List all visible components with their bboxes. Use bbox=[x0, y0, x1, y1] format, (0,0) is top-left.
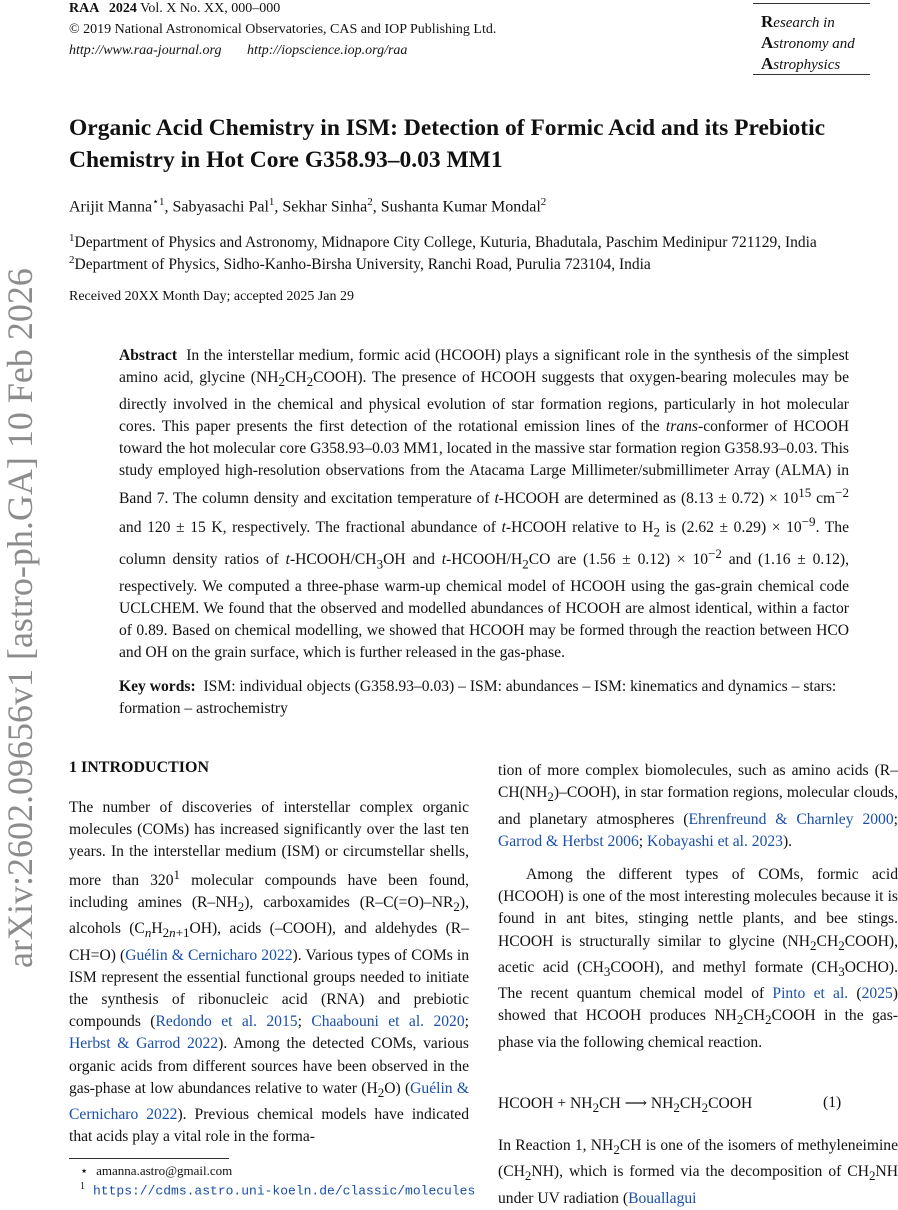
journal-year: 2024 bbox=[108, 1, 137, 16]
abstract: Abstract In the interstellar medium, formic acid (HCOOH) plays a significant role in the synthesis of the simplest amino acid, glycine $(NH_2CH_2COOH)$. The presence of HCOOH suggests that oxygen-bearing molecules may be directly involved in the chemical and physical evolution of star formation regions, particularly in hot molecular cores. This paper presents the first detection of the rotational emission lines of the trans-conformer of HCOOH toward the hot molecular core G358.93–0.03 MM1, located in the massive star formation region G358.93–0.03. This study employed high-resolution observations from the Atacama Large Millimeter/submillimeter Array (ALMA) in Band 7. The column density and excitation temperature of t-HCOOH are determined as $(8.13 \pm 0.72) \times 10^{15}$ $cm^{-2}$ and 120 ± 15 K, respectively. The fractional abundance of t-HCOOH relative to $H_2$ is $(2.62 \pm 0.29) \times 10^{-9}$. The column density ratios of $t-HCOOH/CH_3OH$ and $t-HCOOH/H_2CO$ are $(1.56 \pm 0.12) \times 10^{-2}$ and (1.16 ± 0.12), respectively. We computed a three-phase warm-up chemical model of HCOOH using the gas-grain chemical code UCLCHEM. We found that the observed and modelled abundances of HCOOH are almost identical, within a factor of 0.89. Based on chemical modelling, we showed that HCOOH may be formed through the reaction between HCO and OH on the grain surface, which is further released in the gas-phase. bbox=[119, 347, 850, 662]
footnote-email: ⋆ amanna.astro@gmail.com bbox=[80, 1163, 233, 1178]
citation-garrod[interactable]: Garrod & Herbst 2006 bbox=[498, 832, 639, 850]
footnote-rule bbox=[69, 1158, 229, 1159]
keywords-text: ISM: individual objects (G358.93–0.03) – ISM: abundances – ISM: kinematics and dynamics – stars: formation – astrochemistry bbox=[119, 678, 837, 717]
received-date: Received 20XX Month Day; accepted 2025 Jan 29 bbox=[69, 289, 354, 304]
journal-volume: Vol. X No. XX, 000–000 bbox=[140, 1, 281, 16]
keywords bbox=[119, 676, 849, 720]
citation-guelin[interactable]: Guélin & Cernicharo 2022 bbox=[125, 946, 293, 964]
journal-header bbox=[69, 0, 280, 19]
intro-right-continued: In Reaction 1, $NH_2CH$ is one of the isomers of methyleneimine $(CH_2NH)$, which is formed via the decomposition of $CH_2NH$ under UV radiation (Bouallagui bbox=[498, 1137, 898, 1207]
title-line-2: Chemistry in Hot Core G358.93–0.03 MM1 bbox=[69, 147, 503, 173]
citation-chaabouni[interactable]: Chaabouni et al. 2020 bbox=[311, 1013, 465, 1031]
footnote-url: $^1$ https://cdms.astro.uni-koeln.de/classic/molecules bbox=[80, 1181, 476, 1199]
arxiv-watermark: arXiv:2602.09656v1 [astro-ph.GA] 10 Feb 2026 bbox=[0, 268, 40, 968]
journal-urls bbox=[69, 40, 407, 61]
citation-bouallagui[interactable]: Bouallagui bbox=[628, 1189, 697, 1207]
title-line-1: Organic Acid Chemistry in ISM: Detection of Formic Acid and its Prebiotic bbox=[69, 115, 826, 141]
citation-herbst[interactable]: Herbst & Garrod 2022 bbox=[69, 1035, 219, 1053]
keywords-label: Key words: bbox=[119, 678, 196, 695]
equation-number: (1) bbox=[823, 1094, 842, 1111]
iop-url[interactable]: http://iopscience.iop.org/raa bbox=[246, 43, 408, 58]
abstract-label: Abstract bbox=[119, 347, 178, 364]
journal-logo: Research in Astronomy and Astrophysics bbox=[753, 3, 870, 75]
citation-kobayashi[interactable]: Kobayashi et al. 2023 bbox=[646, 832, 783, 850]
citation-guelin-2[interactable]: Guélin & Cernicharo 2022 bbox=[69, 1079, 469, 1124]
citation-pinto-year[interactable]: 2025 bbox=[861, 985, 893, 1003]
section-heading: 1 INTRODUCTION bbox=[69, 759, 210, 776]
footnote-link[interactable]: https://cdms.astro.uni-koeln.de/classic/molecules bbox=[93, 1183, 476, 1199]
citation-redondo[interactable]: Redondo et al. 2015 bbox=[155, 1013, 298, 1031]
affiliation-1: $^1$Department of Physics and Astronomy, Midnapore City College, Kuturia, Bhadutala, Paschim Medinipur 721129, India bbox=[69, 232, 817, 252]
intro-left-column: The number of discoveries of interstellar complex organic molecules (COMs) has increased significantly over the last ten years. In the interstellar medium (ISM) or circumstellar shells, more than $320^1$ molecular compounds have been found, including amines $(R-NH_2)$, carboxamides $(R-C(=O)-NR_2)$, alcohols $(C_nH_{2n+1}OH)$, acids (–COOH), and aldehydes (R–CH=O) (Guélin & Cernicharo 2022). Various types of COMs in ISM represent the essential functional groups needed to initiate the synthesis of ribonucleic acid (RNA) and prebiotic compounds (Redondo et al. 2015; Chaabouni et al. 2020; Herbst & Garrod 2022). Among the detected COMs, various organic acids from different sources have been observed in the gas-phase at low abundances relative to water $(H_2O)$ (Guélin & Cernicharo 2022). Previous chemical models have indicated that acids play a vital role in the forma- bbox=[69, 799, 470, 1146]
affiliation-2: $^2$Department of Physics, Sidho-Kanho-Birsha University, Ranchi Road, Purulia 723104, India bbox=[69, 254, 651, 274]
journal-url[interactable]: http://www.raa-journal.org bbox=[69, 43, 222, 58]
reaction-equation: HCOOH + $NH_2CH$ ⟶ $NH_2CH_2COOH$ bbox=[498, 1095, 753, 1116]
citation-ehrenfreund[interactable]: Ehrenfreund & Charnley 2000 bbox=[688, 810, 894, 828]
journal-name: RAA bbox=[69, 1, 100, 16]
citation-pinto[interactable]: Pinto et al. bbox=[772, 985, 849, 1003]
copyright-line: © 2019 National Astronomical Observatories, CAS and IOP Publishing Ltd. bbox=[69, 22, 497, 37]
paper-title bbox=[69, 112, 869, 176]
intro-right-column: tion of more complex biomolecules, such as amino acids $(R-CH(NH_2)-COOH)$, in star formation regions, molecular clouds, and planetary atmospheres (Ehrenfreund & Charnley 2000; Garrod & Herbst 2006; Kobayashi et al. 2023). Among the different types of COMs, formic acid (HCOOH) is one of the most interesting molecules because it is found in ant bites, stinging nettle plants, and bee stings. HCOOH is structurally similar to glycine $(NH_2CH_2COOH)$, acetic acid $(CH_3COOH)$, and methyl formate $(CH_3OCHO)$. The recent quantum chemical model of Pinto et al. (2025) showed that HCOOH produces $NH_2CH_2COOH$ in the gas-phase via the following chemical reaction. bbox=[498, 762, 898, 1051]
author-list: Arijit Manna$^{⋆1}$, Sabyasachi Pal$^1$, Sekhar Sinha$^2$, Sushanta Kumar Mondal$^2$ bbox=[69, 196, 547, 216]
